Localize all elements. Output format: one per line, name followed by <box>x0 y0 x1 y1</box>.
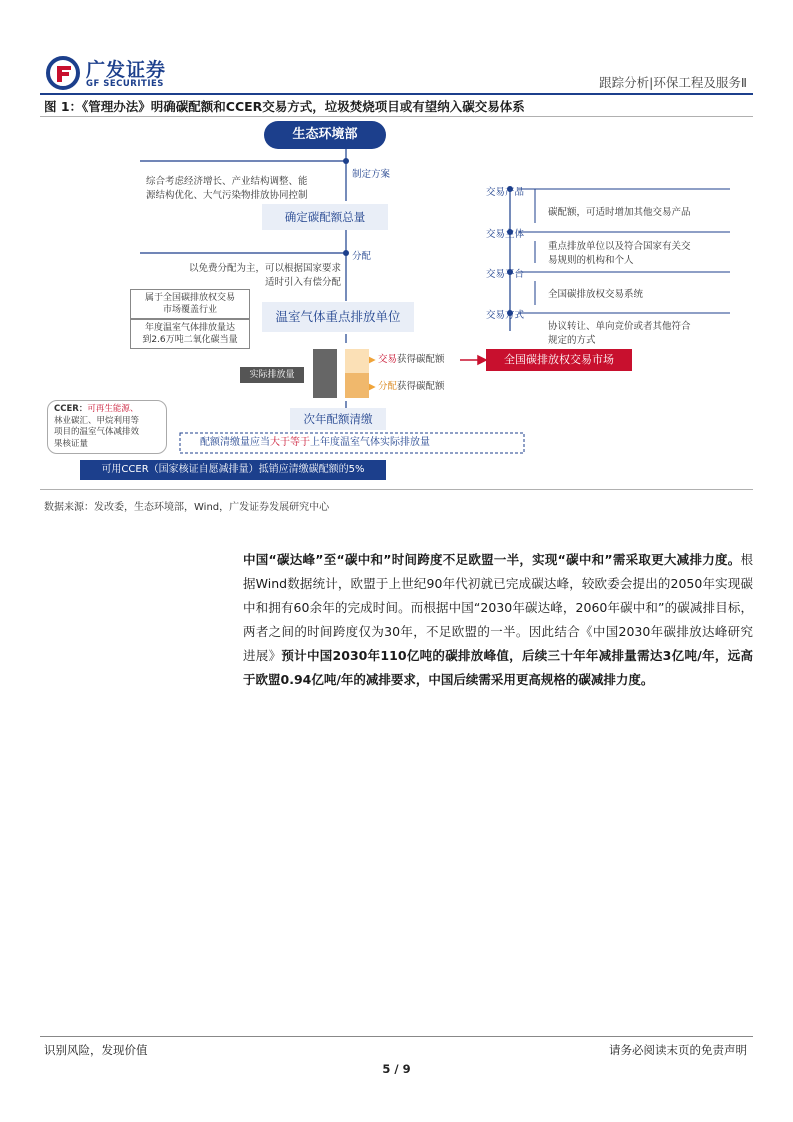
header-divider <box>40 93 753 95</box>
footer-slogan: 识别风险，发现价值 <box>44 1043 148 1057</box>
next-year-clearance-box: 次年配额清缴 <box>290 408 386 430</box>
industry-note: 属于全国碳排放权交易 市场覆盖行业 <box>130 289 250 319</box>
gf-logo-icon <box>46 56 80 90</box>
threshold-note: 年度温室气体排放量达 到2.6万吨二氧化碳当量 <box>130 319 250 349</box>
page-number: 5 / 9 <box>382 1062 411 1076</box>
allocate-text: 以免费分配为主，可以根据国家要求 适时引入有偿分配 <box>188 263 341 288</box>
trade-get-label: 交易获得碳配额 <box>378 354 445 365</box>
alloc-get-label: 分配获得碳配额 <box>378 381 445 392</box>
right-text-method: 协议转让、单向竞价或者其他符合 规定的方式 <box>548 321 691 346</box>
ministry-box: 生态环境部 <box>264 121 386 149</box>
carbon-market-box: 全国碳排放权交易市场 <box>486 349 632 371</box>
right-text-platform: 全国碳排放权交易系统 <box>548 289 644 300</box>
actual-emission-label: 实际排放量 <box>240 367 304 383</box>
plan-label: 制定方案 <box>352 169 391 180</box>
logo-chinese-name: 广发证券 <box>86 59 167 81</box>
right-label-subject: 交易主体 <box>486 229 525 240</box>
right-label-method: 交易方式 <box>486 310 525 321</box>
data-source: 数据来源：发改委，生态环境部，Wind，广发证券发展研究中心 <box>44 502 330 513</box>
ccer-note: CCER：可再生能源、 林业碳汇、甲烷利用等 项目的温室气体减排效 果核证量 <box>47 400 167 454</box>
ccer-offset-bar: 可用CCER（国家核证自愿减排量）抵销应清缴碳配额的5% <box>80 460 386 480</box>
right-label-product: 交易产品 <box>486 187 525 198</box>
clearance-rule: 配额清缴量应当大于等于上年度温室气体实际排放量 <box>200 437 430 448</box>
body-paragraph: 中国“碳达峰”至“碳中和”时间跨度不足欧盟一半，实现“碳中和”需采取更大减排力度。根据Wind数据统计，欧盟于上世纪90年代初就已完成碳达峰，较欧委会提出的2050年实现碳中和拥有60余年的完成时间。而根据中国“2030年碳达峰，2060年碳中和”的碳减排目标，两者之间的时间跨度仅为30年，不足欧盟的一半。因此结合《中国2030年碳排放达峰研究进展》预计中国2030年110亿吨的碳排放峰值，后续三十年年减排量需达3亿吨/年，远高于欧盟0.94亿吨/年的减排要求，中国后续需采用更高规格的碳减排力度。 <box>243 552 753 687</box>
logo-english-name: GF SECURITIES <box>86 79 164 89</box>
emission-units-box: 温室气体重点排放单位 <box>262 302 414 332</box>
report-section: 跟踪分析|环保工程及服务Ⅱ <box>599 75 747 90</box>
right-text-subject: 重点排放单位以及符合国家有关交 易规则的机构和个人 <box>548 241 691 266</box>
total-quota-box: 确定碳配额总量 <box>262 204 388 230</box>
footer-divider <box>40 1036 753 1037</box>
factors-text: 综合考虑经济增长、产业结构调整、能 源结构优化、大气污染物排放协同控制 <box>146 176 308 201</box>
right-text-product: 碳配额，可适时增加其他交易产品 <box>548 207 691 218</box>
allocate-label: 分配 <box>352 251 372 262</box>
figure-bottom-divider <box>40 489 753 490</box>
footer-disclaimer: 请务必阅读末页的免责声明 <box>609 1043 747 1057</box>
right-label-platform: 交易平台 <box>486 269 525 280</box>
figure-title: 图 1：《管理办法》明确碳配额和CCER交易方式，垃圾焚烧项目或有望纳入碳交易体系 <box>44 99 525 114</box>
